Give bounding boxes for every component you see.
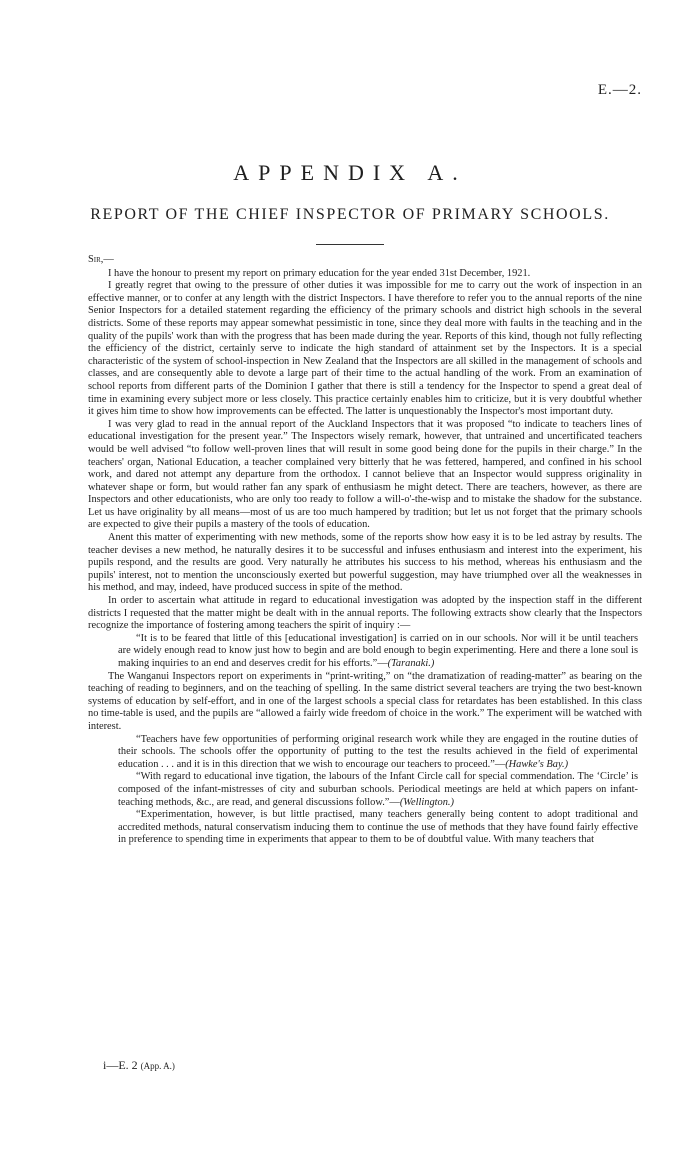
footer-appendix-ref: (App. A.): [140, 1061, 175, 1071]
paragraph: I have the honour to present my report on primary education for the year ended 31st December, 1921.: [108, 267, 531, 279]
quote-wellington: [118, 771, 642, 809]
quote-text: “Teachers have few opportunities of performing original research work while they are engaged in the routine duties of their schools. The schools offer the opportunity of putting to the test the results achieved in the field of experimental education . . . and it is in this direction that we wish to encourage our teachers to proceed.”—: [118, 733, 638, 770]
paragraph: I was very glad to read in the annual report of the Auckland Inspectors that it was proposed “to indicate to teachers lines of educational investigation for the present year.” The Inspectors wisely remark, however, that untrained and uncertificated teachers would be well advised “to follow well-proven lines that will result in some good being done for the pupils in their charge.” In the teachers' organ, National Education, a teacher complained very bitterly that he was fettered, hampered, and confined in his school work, and dared not attempt any departure from the orthodox. I cannot believe that an Inspector would suppress originality in whatever shape or form, but would rather fan any spark of enthusiasm he might detect. There are teachers, however, as there are Inspectors and other educationists, who are only too ready to follow a will-o'-the-wisp and to mistake the shadow for the substance. Let us have originality by all means—most of us are too much hampered by tradition; but let us not forget that the primary schools are expected to give their pupils a mastery of the tools of education.: [88, 418, 642, 531]
footer-signature: i—E. 2: [103, 1058, 138, 1072]
appendix-title: APPENDIX A.: [233, 160, 467, 185]
paragraph: Anent this matter of experimenting with new methods, some of the reports show how easy it is to be led astray by results. The teacher devises a new method, he naturally desires it to be successful and infuses enthusiasm and interest into the experiment, his pupils respond, and the results are good. Very naturally he attributes his success to his method, whereas his enthusiasm and the pupils' interest, not to mention the unconsciously exerted but powerful suggestion, may have triumphed over all the weaknesses in his method, and may, indeed, have produced success in spite of the method.: [88, 532, 642, 594]
title-divider: [316, 244, 384, 245]
quote-text: “With regard to educational inve tigation, the labours of the Infant Circle call for special commendation. The ‘Circle’ is composed of the infant-mistresses of city and suburban schools. Periodical meetings are held at which papers on infant-teaching methods, &c., are read, and general discussions follow.”—: [118, 771, 638, 808]
report-body: [88, 254, 642, 847]
quote-taranaki: [118, 633, 642, 671]
paragraph: I greatly regret that owing to the pressure of other duties it was impossible for me to carry out the work of inspection in an effective manner, or to confer at any length with the district Inspectors. I have therefore to refer you to the annual reports of the nine Senior Inspectors for a detailed statement regarding the efficiency of the primary schools and district high schools in the several districts. Some of these reports may appear somewhat pessimistic in tone, since they deal more with faults in the teaching and in the quality of the pupils' work than with the progress that has been made during the year. Reports of this kind, though not fully reflecting the efficiency of the district, certainly serve to indicate the high standard of attainment set by the Inspectors. It is a special characteristic of the system of school-inspection in New Zealand that the Inspectors are all skilled in the management of schools and classes, and are consequently able to devote a large part of their time to the actual handling of the work. From an examination of school reports from different parts of the Dominion I gather that there is still a tendency for the Inspector to spend a great deal of time in examining every subject more or less closely. This practice certainly enables him to criticize, but it is very doubtful whether it gives him time to show how improvements can be effected. The latter is unquestionably the Inspector's most important duty.: [88, 280, 642, 418]
quote-hawkes-bay: [118, 734, 642, 772]
report-title: REPORT OF THE CHIEF INSPECTOR OF PRIMARY SCHOOLS.: [90, 206, 610, 223]
page-reference: E.—2.: [597, 82, 642, 98]
paragraph: In order to ascertain what attitude in regard to educational investigation was adopted by the inspection staff in the different districts I requested that the matter might be dealt with in the annual reports. The following extracts show clearly that the Inspectors recognize the importance of fostering among teachers the spirit of inquiry :—: [88, 595, 642, 632]
paragraph: The Wanganui Inspectors report on experiments in “print-writing,” on “the dramatization of reading-matter” as bearing on the teaching of reading to beginners, and on the teaching of spelling. In the same district several teachers are trying the two best-known systems of education by self-effort, and in one of the largest schools a special class for retardates has been established. In this class no time-table is used, and the pupils are “allowed a fairly wide freedom of choice in the work.” The experiment will be watched with interest.: [88, 670, 642, 732]
page-footer: [103, 1058, 175, 1073]
quote-continuing: “Experimentation, however, is but little practised, many teachers generally being content to adopt traditional and accredited methods, natural conservatism inducing them to continue the use of methods that they have found fairly effective in preference to spending time in experiments that appear to them to be of doubtful value. With many teachers that: [118, 809, 638, 846]
quote-text: “It is to be feared that little of this [educational investigation] is carried on in our schools. Nor will it be until teachers are widely enough read to know just how to begin and are bold enough to begin experimenting. Here and there a lone soul is making inquiries to an end and deserves credit for his efforts.”—: [118, 632, 638, 669]
quote-citation: (Hawke's Bay.): [505, 758, 569, 770]
quote-citation: (Taranaki.): [387, 658, 435, 669]
quote-citation: (Wellington.): [399, 796, 454, 808]
salutation: Sir,—: [88, 254, 114, 265]
